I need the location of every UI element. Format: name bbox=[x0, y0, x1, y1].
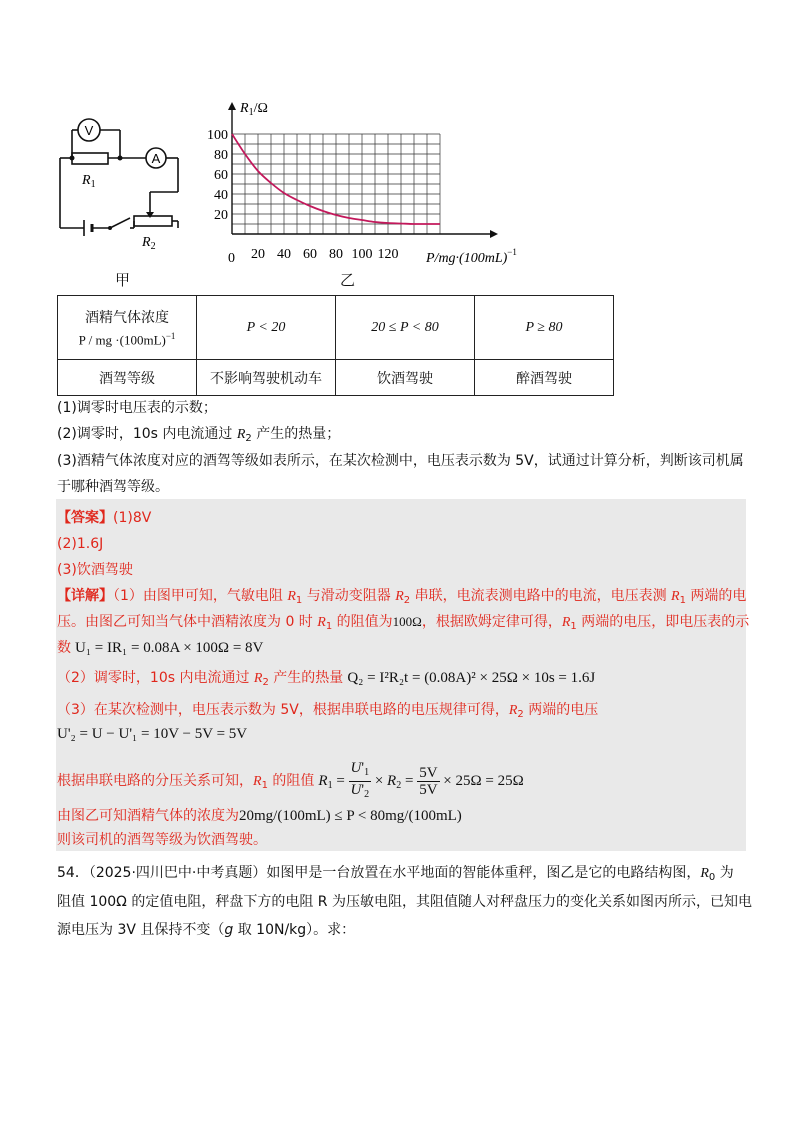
y-tick-label: 100 bbox=[207, 128, 228, 143]
figure-jia-caption: 甲 bbox=[115, 271, 131, 289]
table-cell: 饮酒驾驶 bbox=[336, 360, 475, 396]
origin-label: 0 bbox=[228, 251, 235, 266]
x-axis-label: $P/mg\cdot(100mL)^{-1}$ bbox=[426, 247, 517, 266]
table-row-label: 酒驾等级 bbox=[58, 360, 197, 396]
r1-label: $R_1$ bbox=[82, 173, 96, 190]
x-tick-label: 60 bbox=[303, 247, 317, 262]
y-axis-arrow bbox=[228, 102, 236, 110]
table-cell: P ≥ 80 bbox=[475, 296, 614, 360]
circuit-diagram bbox=[50, 108, 200, 258]
table-header-label: 酒精气体浓度 P / mg $\cdot(100mL)^{-1}$ bbox=[58, 296, 197, 360]
x-tick-label: 40 bbox=[277, 247, 291, 262]
voltmeter-label: V bbox=[84, 123, 94, 138]
ammeter-label: A bbox=[151, 151, 161, 166]
figure-yi-caption: 乙 bbox=[340, 271, 356, 289]
detail-p3-formula: U'₂ = U − U'₁ = 10V − 5V = 5V bbox=[57, 726, 248, 742]
question-1: (1)调零时电压表的示数； bbox=[57, 400, 217, 416]
x-tick-label: 100 bbox=[351, 247, 373, 262]
answer-line-1: 【答案】(1)8V bbox=[57, 510, 152, 526]
table-cell: P < 20 bbox=[197, 296, 336, 360]
question-2: (2)调零时，10s 内电流通过 $R_2$ 产生的热量； bbox=[57, 426, 341, 444]
question-54-line1: 54．（2025·四川巴中·中考真题）如图甲是一台放置在水平地面的智能体重秤，图乙是它的电路结构图，$R_0$ 为 bbox=[57, 865, 734, 883]
question-3-line1: (3)酒精气体浓度对应的酒驾等级如表所示，在某次检测中，电压表示数为 5V，试通过计算分析，判断该司机属 bbox=[57, 453, 744, 469]
y-tick-label: 80 bbox=[214, 148, 228, 163]
x-tick-label: 20 bbox=[251, 247, 265, 262]
y-tick-label: 60 bbox=[214, 168, 228, 183]
y-tick-label: 40 bbox=[214, 188, 228, 203]
x-axis-arrow bbox=[490, 230, 498, 238]
answer-line-2: (2)1.6J bbox=[57, 536, 104, 552]
detail-p2: （2）调零时，10s 内电流通过 $R_2$ 产生的热量 Q₂ = I²R₂t = (0.08A)² × 25Ω × 10s = 1.6J bbox=[57, 670, 596, 688]
y-tick-label: 20 bbox=[214, 208, 228, 223]
drunk-driving-table bbox=[57, 295, 614, 396]
detail-p1-line3: 数 U₁ = IR₁ = 0.08A × 100Ω = 8V bbox=[57, 640, 264, 656]
table-cell: 醉酒驾驶 bbox=[475, 360, 614, 396]
detail-p1-line2: 压。由图乙可知当气体中酒精浓度为 0 时 $R_1$ 的阻值为100Ω，根据欧姆定律可得，$R_1$ 两端的电压，即电压表的示 bbox=[57, 614, 750, 632]
answer-line-3: (3)饮酒驾驶 bbox=[57, 562, 133, 578]
question-54-line2: 阻值 100Ω 的定值电阻，秤盘下方的电阻 R 为压敏电阻，其阻值随人对秤盘压力的变化关系如图丙所示，已知电 bbox=[57, 894, 752, 910]
detail-p5: 由图乙可知酒精气体的浓度为20mg/(100mL) ≤ P < 80mg/(100mL) bbox=[57, 808, 462, 824]
detail-p1-line1: 【详解】（1）由图甲可知，气敏电阻 $R_1$ 与滑动变阻器 $R_2$ 串联，电流表测电路中的电流，电压表测 $R_1$ 两端的电 bbox=[57, 588, 747, 606]
table-cell: 不影响驾驶机动车 bbox=[197, 360, 336, 396]
detail-p4: 根据串联电路的分压关系可知，$R_1$ 的阻值 $R_1$ = $\frac{U'_1}{U'_2}$ × $R_2$ = $\frac{5V}{5V}$ × 25Ω = 25Ω bbox=[57, 760, 524, 800]
x-tick-label: 120 bbox=[377, 247, 399, 262]
resistance-concentration-chart bbox=[200, 92, 560, 272]
detail-p3: （3）在某次检测中，电压表示数为 5V，根据串联电路的电压规律可得，$R_2$ 两端的电压 bbox=[57, 702, 599, 720]
x-tick-label: 80 bbox=[329, 247, 343, 262]
detail-p6: 则该司机的酒驾等级为饮酒驾驶。 bbox=[57, 832, 267, 848]
question-3-line2: 于哪种酒驾等级。 bbox=[57, 479, 169, 495]
table-cell: 20 ≤ P < 80 bbox=[336, 296, 475, 360]
y-axis-label: $R_1/\Omega$ bbox=[240, 101, 268, 118]
r2-label: $R_2$ bbox=[142, 235, 156, 252]
question-54-line3: 源电压为 3V 且保持不变（g 取 10N/kg）。求： bbox=[57, 922, 356, 938]
